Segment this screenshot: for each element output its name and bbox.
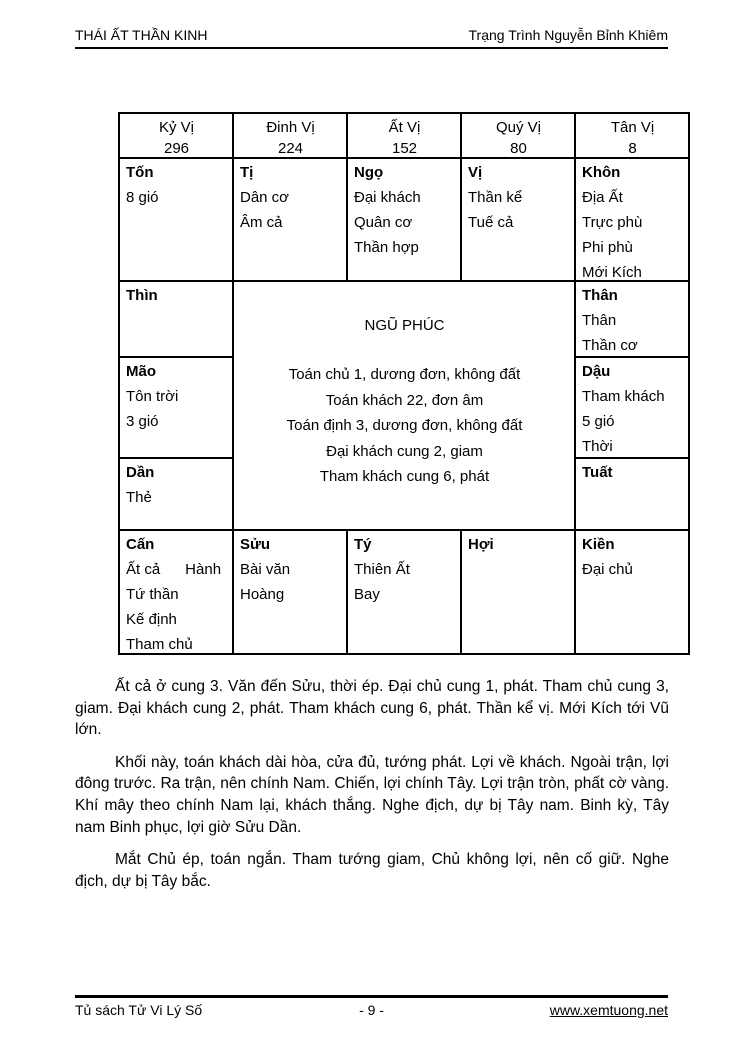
cell-label: Quý Vị — [495, 119, 541, 136]
cell-khon — [575, 158, 689, 281]
cell-quy-vi — [461, 113, 575, 158]
cell-line: Thẻ — [126, 489, 152, 506]
thai-at-chart-grid — [118, 112, 690, 655]
cell-title: Tuất — [582, 464, 613, 481]
cell-thin — [119, 281, 233, 357]
cell-line: Trực phù — [582, 214, 643, 231]
cell-line: Đại khách — [354, 189, 421, 206]
cell-line: Ất cả Hành — [126, 561, 222, 578]
header-book-title: THÁI ẤT THẦN KINH — [75, 27, 208, 43]
footer-series-title: Tủ sách Tử Vi Lý Số — [75, 1002, 203, 1018]
cell-line: Đại chủ — [582, 561, 633, 578]
cell-line: Kế định — [126, 611, 177, 628]
cell-line: Bài văn — [240, 561, 291, 578]
cell-line: 3 gió — [126, 413, 159, 430]
cell-line: Dân cơ — [240, 189, 290, 206]
cell-value: 224 — [277, 140, 304, 157]
cell-line: Tuế cả — [468, 214, 514, 231]
cell-can — [119, 530, 233, 654]
cell-line: Thần cơ — [582, 337, 638, 354]
cell-line: Thiên Ất — [354, 561, 410, 578]
cell-title: Cấn — [126, 536, 155, 553]
cell-title: Thìn — [126, 287, 158, 304]
cell-ky-vi — [119, 113, 233, 158]
footer-rule — [75, 995, 668, 998]
center-line: Toán chủ 1, dương đơn, không đất — [288, 366, 521, 383]
cell-ty — [347, 530, 461, 654]
paragraph: Ất cả ở cung 3. Văn đến Sửu, thời ép. Đại chủ cung 1, phát. Tham chủ cung 3, giam. Đại khách cung 2, phát. Tham khách cung 6, phát. Thần kể vị. Mới Kích tới Vũ lớn. — [75, 678, 669, 739]
cell-ton — [119, 158, 233, 281]
header-rule — [75, 47, 668, 49]
cell-line: Tứ thần — [126, 586, 179, 603]
cell-vi — [461, 158, 575, 281]
cell-label: Ất Vị — [388, 119, 421, 136]
center-line: Toán định 3, dương đơn, không đất — [286, 417, 523, 434]
cell-line: Âm cả — [240, 214, 283, 231]
cell-dan — [119, 458, 233, 530]
cell-line: Thần hợp — [354, 239, 419, 256]
page-header — [75, 27, 668, 43]
cell-ngo — [347, 158, 461, 281]
center-lines — [240, 362, 569, 490]
center-title: NGŨ PHÚC — [364, 317, 445, 334]
cell-line: 5 gió — [582, 413, 615, 430]
cell-at-vi — [347, 113, 461, 158]
cell-title: Tị — [240, 164, 254, 181]
cell-hoi — [461, 530, 575, 654]
cell-ngu-phuc — [233, 281, 575, 530]
cell-line: Hoàng — [240, 586, 285, 603]
cell-line: Bay — [354, 586, 380, 603]
cell-dau — [575, 357, 689, 458]
cell-mao — [119, 357, 233, 458]
cell-label: Đinh Vị — [266, 119, 315, 136]
cell-title: Sửu — [240, 536, 271, 553]
cell-value: 8 — [628, 140, 637, 157]
cell-dinh-vi — [233, 113, 347, 158]
cell-title: Khôn — [582, 164, 621, 181]
cell-kien — [575, 530, 689, 654]
cell-title: Tốn — [126, 164, 154, 181]
cell-line: Tham chủ — [126, 636, 193, 653]
cell-title: Ngọ — [354, 164, 384, 181]
cell-title: Mão — [126, 363, 156, 380]
cell-title: Vị — [468, 164, 483, 181]
cell-title: Kiền — [582, 536, 615, 553]
header-author: Trạng Trình Nguyễn Bỉnh Khiêm — [468, 27, 668, 43]
page-number: - 9 - — [359, 1002, 384, 1018]
cell-value: 152 — [391, 140, 418, 157]
cell-line: Phi phù — [582, 239, 633, 256]
cell-value: 296 — [163, 140, 190, 157]
cell-line: Thân — [582, 312, 617, 329]
cell-title: Hợi — [468, 536, 494, 553]
cell-tan-vi — [575, 113, 689, 158]
cell-title: Dậu — [582, 363, 611, 380]
cell-title: Dần — [126, 464, 155, 481]
cell-than — [575, 281, 689, 357]
cell-ti — [233, 158, 347, 281]
cell-label: Kỷ Vị — [158, 119, 194, 136]
cell-line: Tham khách — [582, 388, 665, 405]
cell-value: 80 — [510, 140, 527, 157]
cell-label: Tân Vị — [610, 119, 655, 136]
center-line: Tham khách cung 6, phát — [319, 468, 490, 485]
center-line: Toán khách 22, đơn âm — [325, 391, 484, 409]
cell-line: Quân cơ — [354, 214, 413, 231]
page-footer — [75, 1002, 668, 1018]
cell-line: 8 gió — [126, 189, 159, 206]
center-line: Đại khách cung 2, giam — [326, 442, 483, 460]
paragraph: Khối này, toán khách dài hòa, cửa đủ, tướng phát. Lợi về khách. Ngoài trận, lợi đông trước. Ra trận, nên chính Nam. Chiến, lợi chính Tây. Lợi trận tròn, phất cờ vàng. Khí mây theo chính Nam lại, khách thắng. Nghe địch, dự bị Tây nam. Binh kỳ, Tây nam Binh phục, lợi giờ Sửu Dần. — [75, 753, 669, 836]
cell-title: Thân — [582, 287, 618, 304]
cell-title: Tý — [354, 536, 372, 553]
cell-suu — [233, 530, 347, 654]
cell-line: Địa Ất — [582, 189, 623, 206]
body-text — [75, 676, 669, 903]
footer-website-link[interactable]: www.xemtuong.net — [549, 1002, 669, 1018]
paragraph: Mắt Chủ ép, toán ngắn. Tham tướng giam, Chủ không lợi, nên cố giữ. Nghe địch, dự bị Tây bắc. — [75, 851, 669, 890]
cell-line: Mới Kích — [582, 264, 642, 281]
cell-line: Thời — [582, 438, 613, 455]
cell-line: Thần kể — [468, 189, 523, 206]
cell-line: Tôn trời — [126, 388, 179, 405]
cell-tuat — [575, 458, 689, 530]
